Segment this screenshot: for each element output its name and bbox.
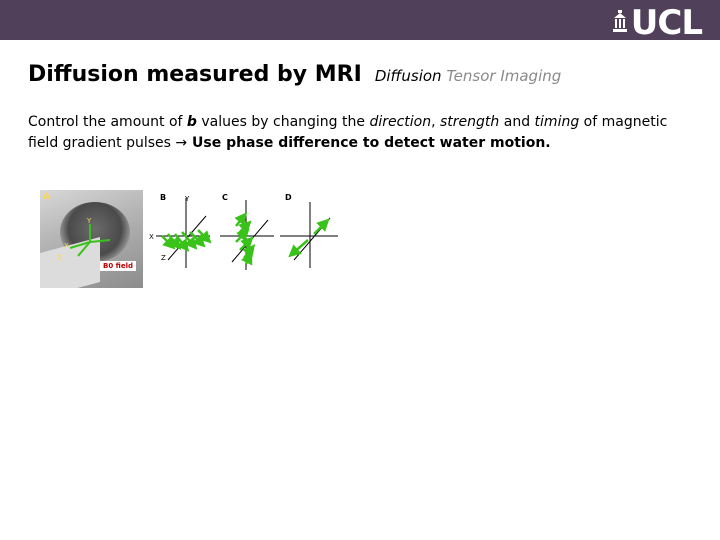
panel-label-c: C (222, 193, 228, 202)
axis-label-x: X (64, 242, 69, 250)
subtitle-part1: Diffusion (374, 67, 442, 85)
text-segment: , (431, 114, 441, 130)
subtitle-part2: Tensor Imaging (446, 67, 562, 85)
text-segment: of magnetic field gradient pulses (28, 114, 668, 151)
panel-label-d: D (285, 193, 292, 202)
emphasis-strength: strength (440, 114, 500, 130)
panel-label-b: B (160, 193, 167, 202)
panel-d-axes (280, 202, 338, 268)
panel-d-arrows (292, 222, 326, 254)
slide-title (28, 62, 561, 87)
arrow-symbol: → (175, 135, 188, 151)
panel-b-arrows (162, 230, 208, 248)
axis-overlay (40, 190, 143, 288)
text-segment: and (499, 114, 535, 130)
body-paragraph (28, 112, 698, 154)
portico-icon (613, 10, 627, 32)
logo-text: UCL (630, 3, 702, 43)
mri-scanner-photo (40, 190, 143, 288)
axis-label-y: Y (87, 217, 92, 225)
panel-label-a: A (43, 192, 50, 202)
b0-field-label: B0 field (100, 261, 136, 271)
bold-conclusion: Use phase difference to detect water motion. (187, 135, 551, 151)
title-main: Diffusion measured by MRI (28, 62, 362, 87)
ucl-logo (613, 3, 702, 43)
title-subtitle (375, 67, 561, 85)
text-segment: Control the amount of (28, 114, 187, 130)
header-bar (0, 0, 720, 43)
panel-c-arrows (236, 216, 252, 264)
text-segment: values by changing the (196, 114, 370, 130)
diffusion-diagrams (148, 190, 350, 290)
panel-b-axis-x: X (149, 233, 154, 241)
diffusion-figure (40, 190, 350, 290)
b-value-symbol: b (186, 114, 197, 130)
panel-b-axis-y: Y (185, 195, 190, 203)
axis-label-z: Z (57, 254, 62, 262)
panel-b-axis-z: Z (161, 254, 166, 262)
emphasis-timing: timing (534, 114, 580, 130)
emphasis-direction: direction (369, 114, 432, 130)
